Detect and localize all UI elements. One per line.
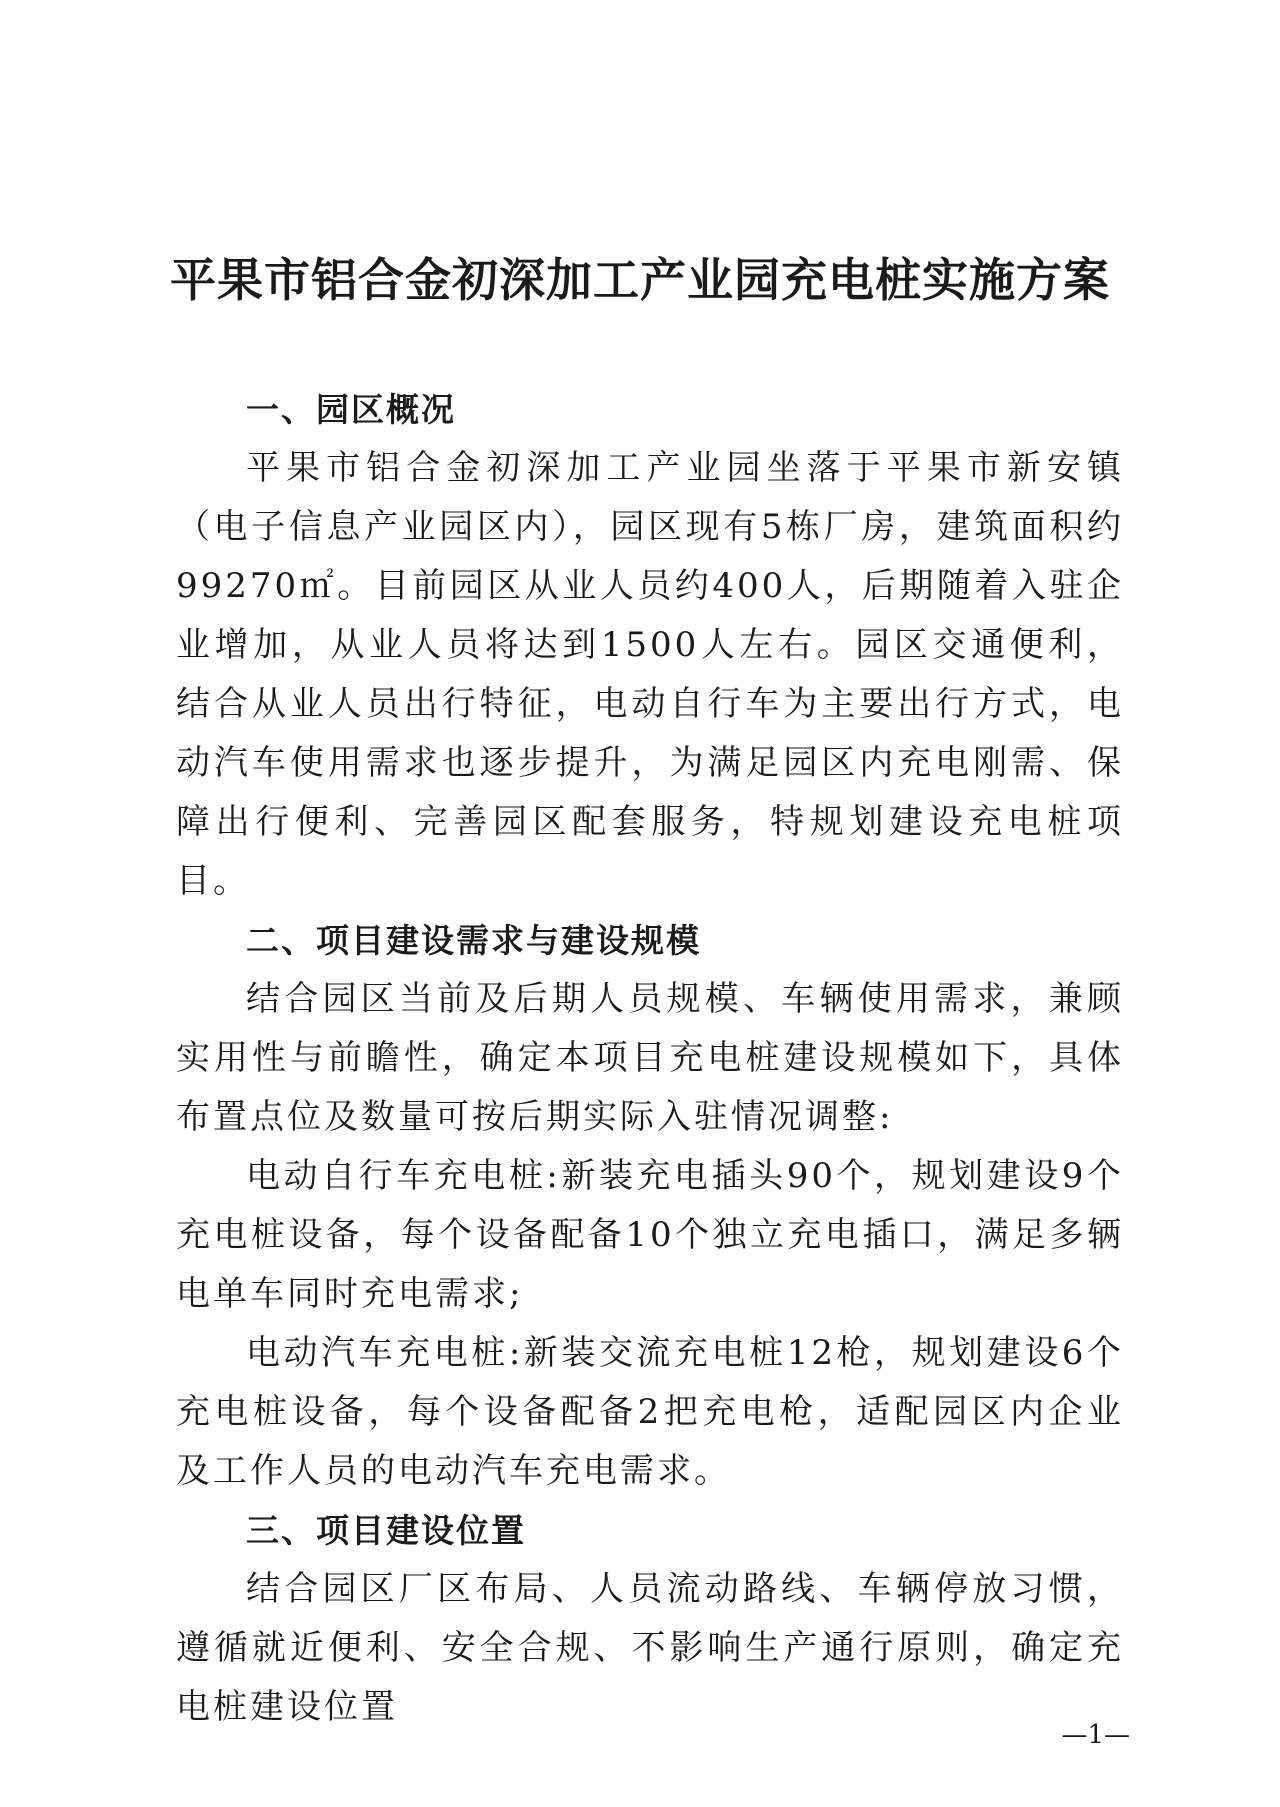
page-number: —1— [1061, 1720, 1130, 1750]
section-paragraph: 平果市铝合金初深加工产业园坐落于平果市新安镇（电子信息产业园区内），园区现有5栋厂房，建筑面积约99270㎡。目前园区从业人员约400人，后期随着入驻企业增加，从业人员将达到1500人左右。园区交通便利，结合从业人员出行特征，电动自行车为主要出行方式，电动汽车使用需求也逐步提升，为满足园区内充电刚需、保障出行便利、完善园区配套服务，特规划建设充电桩项目。 [176, 448, 1124, 901]
section-heading: 一、园区概况 [246, 390, 456, 429]
document-body [176, 380, 1124, 1737]
section-heading: 三、项目建设位置 [246, 1511, 526, 1550]
section-paragraph: 结合园区厂区布局、人员流动路线、车辆停放习惯，遵循就近便利、安全合规、不影响生产通行原则，确定充电桩建设位置 [176, 1569, 1124, 1727]
section-heading: 二、项目建设需求与建设规模 [246, 921, 701, 960]
section-paragraph: 电动自行车充电桩:新装充电插头90个，规划建设9个充电桩设备，每个设备配备10个独立充电插口，满足多辆电单车同时充电需求; [176, 1156, 1124, 1314]
section-paragraph: 电动汽车充电桩:新装交流充电桩12枪，规划建设6个充电桩设备，每个设备配备2把充电枪，适配园区内企业及工作人员的电动汽车充电需求。 [176, 1333, 1124, 1491]
section-paragraph: 结合园区当前及后期人员规模、车辆使用需求，兼顾实用性与前瞻性，确定本项目充电桩建设规模如下，具体布置点位及数量可按后期实际入驻情况调整: [176, 979, 1124, 1137]
document-title: 平果市铝合金初深加工产业园充电桩实施方案 [170, 253, 1110, 307]
